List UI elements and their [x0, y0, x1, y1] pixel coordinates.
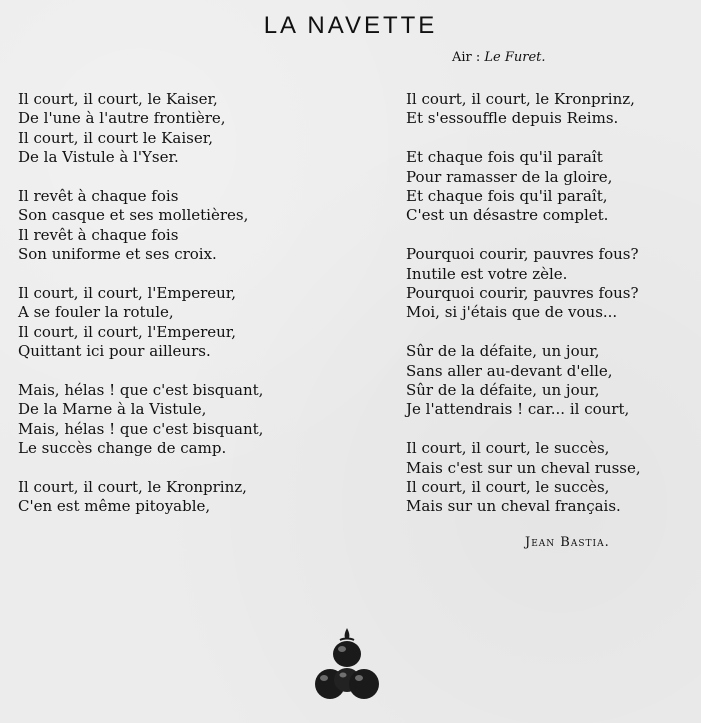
verse-line: Sûr de la défaite, un jour,	[406, 381, 600, 400]
verse-line: Il revêt à chaque fois	[18, 187, 179, 206]
left-column	[18, 90, 318, 536]
verse-line: Mais sur un cheval français.	[406, 497, 621, 516]
verse-line: Il court, il court, l'Empereur,	[18, 284, 237, 303]
air-tune: Le Furet.	[484, 50, 546, 65]
verse-line: Il court, il court, le succès,	[406, 439, 610, 458]
verse-line: Je l'attendrais ! car... il court,	[406, 400, 630, 419]
verse-line: Son uniforme et ses croix.	[18, 245, 217, 264]
verse-line: Et chaque fois qu'il paraît,	[406, 187, 608, 206]
verse-line: Il court, il court, le succès,	[406, 478, 610, 497]
verse-line: Et chaque fois qu'il paraît	[406, 148, 603, 167]
verse-line: Son casque et ses molletières,	[18, 206, 249, 225]
stanza	[406, 245, 691, 323]
verse-line: Il court, il court, le Kaiser,	[18, 90, 218, 108]
stanza	[406, 439, 691, 517]
verse-line: Mais, hélas ! que c'est bisquant,	[18, 381, 264, 400]
verse-line: Mais c'est sur un cheval russe,	[406, 458, 641, 477]
verse-line: Il court, il court, le Kronprinz,	[18, 478, 247, 497]
verse-line: De la Vistule à l'Yser.	[18, 148, 179, 167]
air-prefix: Air :	[452, 50, 485, 65]
stanza	[18, 187, 318, 265]
verse-line: Sûr de la défaite, un jour,	[406, 342, 600, 361]
right-column	[406, 90, 691, 536]
stanza	[18, 90, 318, 168]
verse-line: De la Marne à la Vistule,	[18, 400, 207, 419]
verse-line: Pourquoi courir, pauvres fous?	[406, 284, 639, 303]
verse-line: Inutile est votre zèle.	[406, 264, 568, 283]
fruit-cluster-ornament-icon	[312, 628, 382, 708]
verse-line: A se fouler la rotule,	[18, 303, 174, 322]
stanza	[18, 284, 318, 362]
verse-line: C'est un désastre complet.	[406, 206, 609, 225]
air-note	[452, 50, 546, 65]
verse-line: Pour ramasser de la gloire,	[406, 167, 613, 186]
verse-line: Et s'essouffle depuis Reims.	[406, 109, 619, 128]
stanza	[406, 90, 691, 129]
verse-line: C'en est même pitoyable,	[18, 497, 211, 516]
verse-line: Il revêt à chaque fois	[18, 225, 179, 244]
stanza	[406, 342, 691, 420]
verse-line: Il court, il court le Kaiser,	[18, 128, 213, 147]
verse-line: De l'une à l'autre frontière,	[18, 109, 226, 128]
verse-line: Pourquoi courir, pauvres fous?	[406, 245, 639, 264]
verse-line: Quittant ici pour ailleurs.	[18, 342, 211, 361]
stanza	[406, 148, 691, 226]
author-signature: Jean Bastia.	[525, 535, 610, 550]
poem-title: LA NAVETTE	[263, 12, 438, 39]
verse-line: Moi, si j'étais que de vous...	[406, 303, 618, 322]
verse-line: Le succès change de camp.	[18, 439, 227, 458]
stanza	[18, 381, 318, 459]
verse-line: Sans aller au-devant d'elle,	[406, 361, 613, 380]
verse-line: Mais, hélas ! que c'est bisquant,	[18, 419, 264, 438]
stanza	[18, 478, 318, 517]
verse-line: Il court, il court, l'Empereur,	[18, 322, 237, 341]
verse-line: Il court, il court, le Kronprinz,	[406, 90, 635, 108]
